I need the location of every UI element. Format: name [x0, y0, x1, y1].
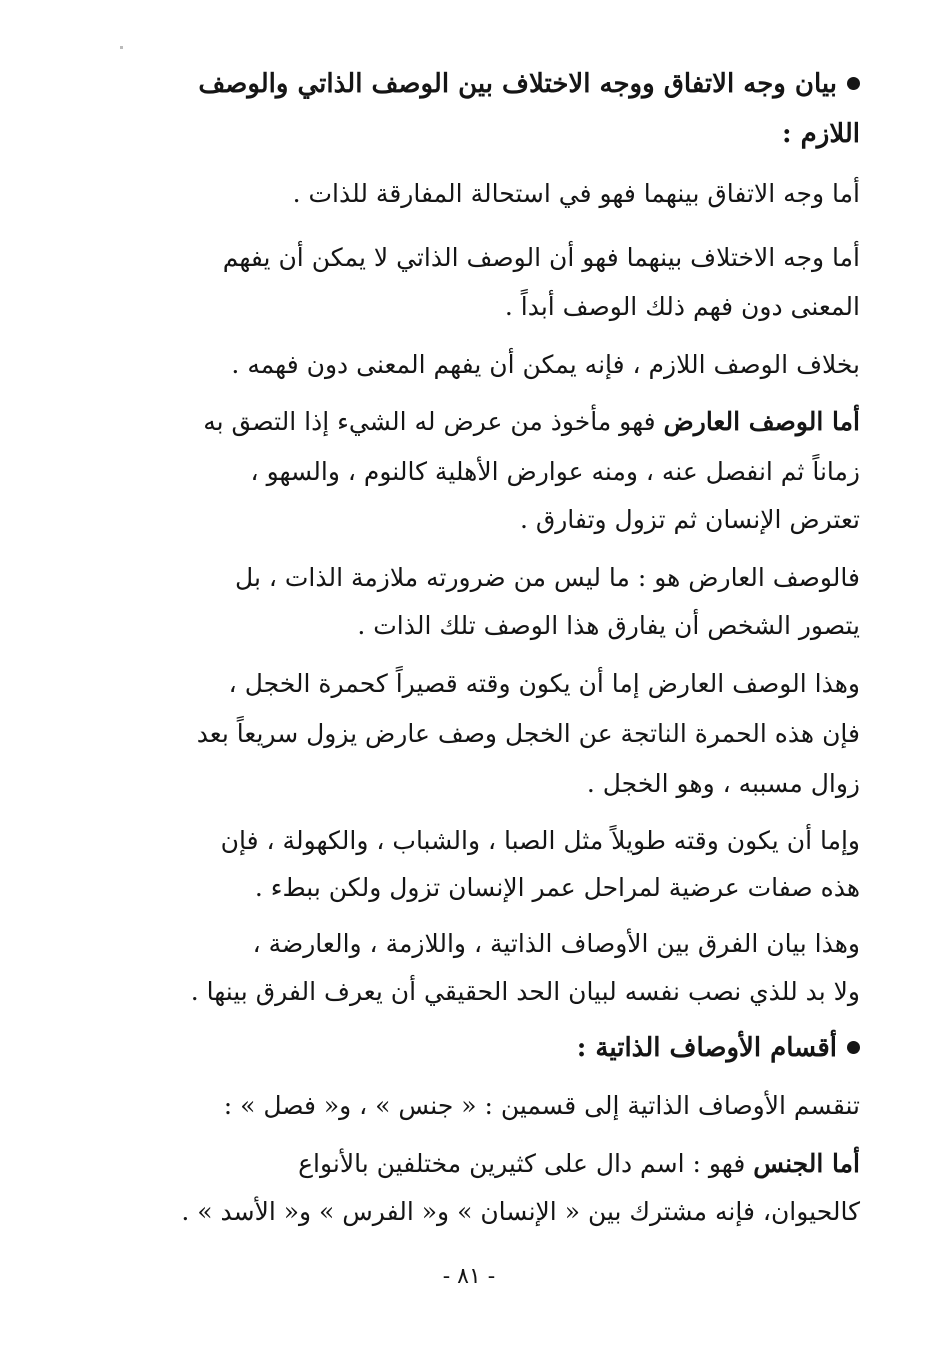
paragraph-line: وهذا الوصف العارض إما أن يكون وقته قصيراً كحمرة الخجل ،: [228, 669, 860, 698]
paragraph-line: أما الجنس فهو : اسم دال على كثيرين مختلفين بالأنواع: [298, 1149, 860, 1178]
paragraph-line: أما وجه الاختلاف بينهما فهو أن الوصف الذاتي لا يمكن أن يفهم: [222, 243, 860, 272]
term-bold: أما الوصف العارض: [663, 407, 860, 436]
paragraph-line: ولا بد للذي نصب نفسه لبيان الحد الحقيقي أن يعرف الفرق بينها .: [190, 977, 860, 1006]
heading-line: بيان وجه الاتفاق ووجه الاختلاف بين الوصف الذاتي والوصف: [198, 60, 860, 108]
paragraph-line: هذه صفات عرضية لمراحل عمر الإنسان تزول ولكن ببطء .: [254, 873, 860, 902]
heading-line: اللازم :: [782, 119, 860, 149]
heading-line: أقسام الأوصاف الذاتية :: [577, 1024, 860, 1072]
paragraph-line: أما الوصف العارض فهو مأخوذ من عرض له الشيء إذا التصق به: [203, 407, 860, 436]
term-bold: أما الجنس: [753, 1149, 860, 1178]
paragraph-line: بخلاف الوصف اللازم ، فإنه يمكن أن يفهم المعنى دون فهمه .: [231, 350, 860, 379]
paragraph-line: أما وجه الاتفاق بينهما فهو في استحالة المفارقة للذات .: [292, 179, 860, 208]
bullet-icon: [847, 77, 860, 90]
page-number: - ٨١ -: [442, 1264, 496, 1289]
paragraph-line: كالحيوان، فإنه مشترك بين « الإنسان » و« الفرس » و« الأسد » .: [181, 1197, 860, 1226]
paragraph-line: فالوصف العارض هو : ما ليس من ضرورته ملازمة الذات ، بل: [235, 563, 860, 592]
paragraph-line: تعترض الإنسان ثم تزول وتفارق .: [519, 505, 860, 534]
paragraph-line: زوال مسببه ، وهو الخجل .: [586, 769, 860, 798]
bullet-icon: [847, 1041, 860, 1054]
paragraph-line: المعنى دون فهم ذلك الوصف أبداً .: [504, 292, 860, 321]
paragraph-line: زماناً ثم انفصل عنه ، ومنه عوارض الأهلية كالنوم ، والسهو ،: [250, 457, 860, 486]
paragraph-line: وهذا بيان الفرق بين الأوصاف الذاتية ، واللازمة ، والعارضة ،: [252, 929, 860, 958]
scan-speck: [120, 46, 123, 49]
paragraph-line: تنقسم الأوصاف الذاتية إلى قسمين : « جنس » ، و« فصل » :: [223, 1091, 860, 1120]
paragraph-line: وإما أن يكون وقته طويلاً مثل الصبا ، والشباب ، والكهولة ، فإن: [220, 826, 860, 855]
paragraph-line: يتصور الشخص أن يفارق هذا الوصف تلك الذات .: [357, 611, 860, 640]
paragraph-line: فإن هذه الحمرة الناتجة عن الخجل وصف عارض يزول سريعاً بعد: [196, 719, 860, 748]
